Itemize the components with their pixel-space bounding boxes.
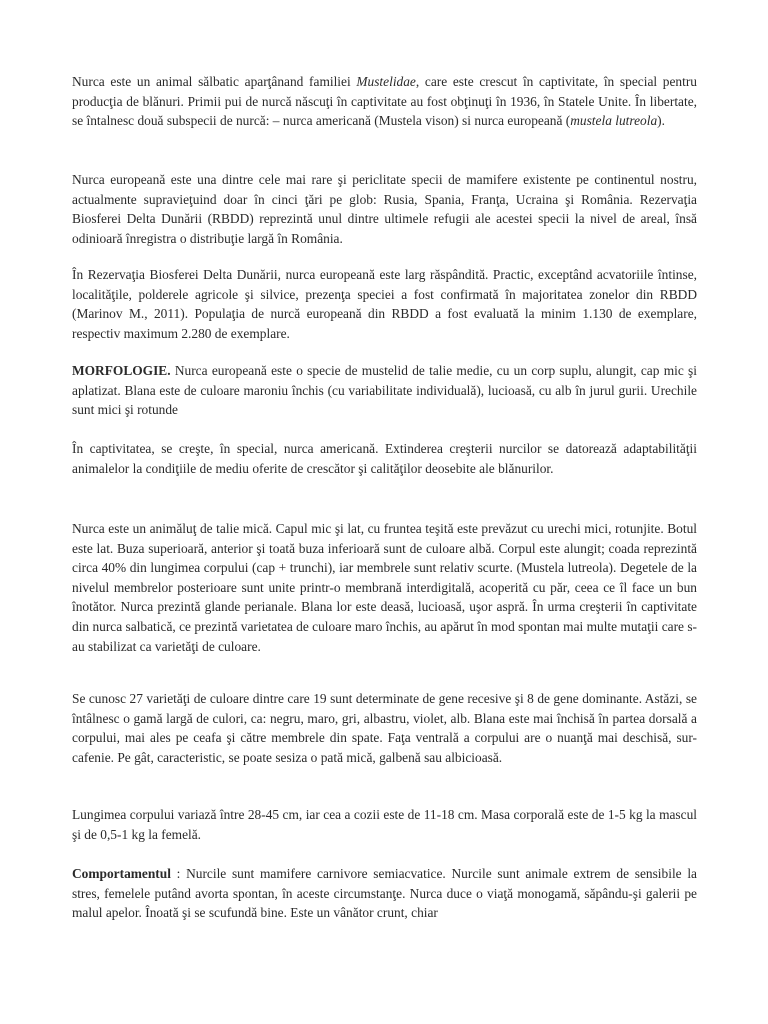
paragraph-danube-delta: În Rezervaţia Biosferei Delta Dunării, nurca europeană este larg răspândită. Practic, exceptând acvatoriile întinse, localităţile, polderele agricole şi silvice, prezenţa speciei a fost confirmată în majoritatea zonelor din RBDD (Marinov M., 2011). Populaţia de nurcă europeană din RBDD a fost evaluată la minim 1.130 de exemplare, respectiv maximum 2.280 de exemplare. [72,267,697,341]
species-name-italic: mustela lutreola [570,113,658,129]
paragraph-intro [72,72,697,131]
paragraph-captivity: În captivitatea, se creşte, în special, nurca americană. Extinderea creşterii nurcilor se datorează adaptabilităţii animalelor la condiţiile de mediu oferite de crescător şi calităţilor deosebite ale blănurilor. [72,441,697,476]
behavior-text: : Nurcile sunt mamifere carnivore semiacvatice. Nurcile sunt animale extrem de sensibile la stres, femelele putând avorta spontan, în aceste circumstanţe. Nurca duce o viaţă monogamă, săpându-şi galerii pe malul apelor. Înoată şi se scufundă bine. Este un vânător crunt, chiar [72,866,697,921]
paragraph-european-mink: Nurca europeană este una dintre cele mai rare şi periclitate specii de mamifere existente pe continentul nostru, actualmente supravieţuind doar în cinci ţări pe glob: Rusia, Spania, Franţa, Ucraina şi România. Rezervaţia Biosferei Delta Dunării (RBDD) reprezintă unul dintre ultimele refugii ale acestei specii la nivel de areal, însă odinioară înregistra o distribuţie largă în România. [72,172,697,246]
morphology-heading: MORFOLOGIE. [72,363,171,378]
paragraph-intro-text-a: Nurca este un animal sălbatic aparţânand familiei [72,74,357,89]
paragraph-morphology [72,361,697,420]
paragraph-body-size: Lungimea corpului variază între 28-45 cm, iar cea a cozii este de 11-18 cm. Masa corporală este de 1-5 kg la mascul şi de 0,5-1 kg la femelă. [72,807,697,842]
paragraph-intro-text-e: ). [657,113,665,129]
paragraph-description: Nurca este un animăluţ de talie mică. Capul mic şi lat, cu fruntea teşită este prevăzut cu urechi mici, rotunjite. Botul este lat. Buza superioară, anterior şi toată buza inferioară sunt de culoare albă. Corpul este alungit; coada reprezintă circa 40% din lungimea corpului (cap + trunchi), iar membrele sunt relativ scurte. (Mustela lutreola). Degetele de la nivelul membrelor posterioare sunt unite printr-o membrană interdigitală, acoperită cu păr, ceea ce îl face un bun înotător. Nurca prezintă glande perianale. Blana lor este deasă, lucioasă, uşor aspră. În urma creşterii în captivitate din nurca salbatică, ce prezintă varietatea de culoare maro închis, au apărut în mod spontan mai multe mutaţii care s-au stabilizat ca varietăţi de culoare. [72,521,698,654]
paragraph-behavior [72,864,697,923]
family-name-italic: Mustelidae [356,74,416,89]
behavior-heading: Comportamentul [72,866,171,881]
morphology-text: Nurca europeană este o specie de mustelid de talie medie, cu un corp suplu, alungit, cap mic şi aplatizat. Blana este de culoare maroniu închis (cu variabilitate individuală), lucioasă, cu alb în jurul gurii. Urechile sunt mici şi rotunde [72,363,697,418]
paragraph-intro-text-c: , care este crescut în captivitate, în special pentru producţia de blănuri. Primii pui de nurcă născuţi în captivitate au fost obţinuţi în 1936, în Statele Unite. În libertate, se întalnesc două subspecii de nurcă: – nurca americană (Mustela vison) si nurca europeană ( [72,74,697,129]
paragraph-color-varieties: Se cunosc 27 varietăţi de culoare dintre care 19 sunt determinate de gene recesive şi 8 de gene dominante. Astăzi, se întâlnesc o gamă largă de culori, ca: negru, maro, gri, albastru, violet, alb. Blana este mai închisă în partea dorsală a corpului, mai ales pe ceafa şi către membrele din spate. Faţa ventrală a corpului are o nuanţă mai deschisă, sur-cafenie. Pe gât, caracteristic, se poate sesiza o pată mică, galbenă sau albicioasă. [72,691,697,765]
